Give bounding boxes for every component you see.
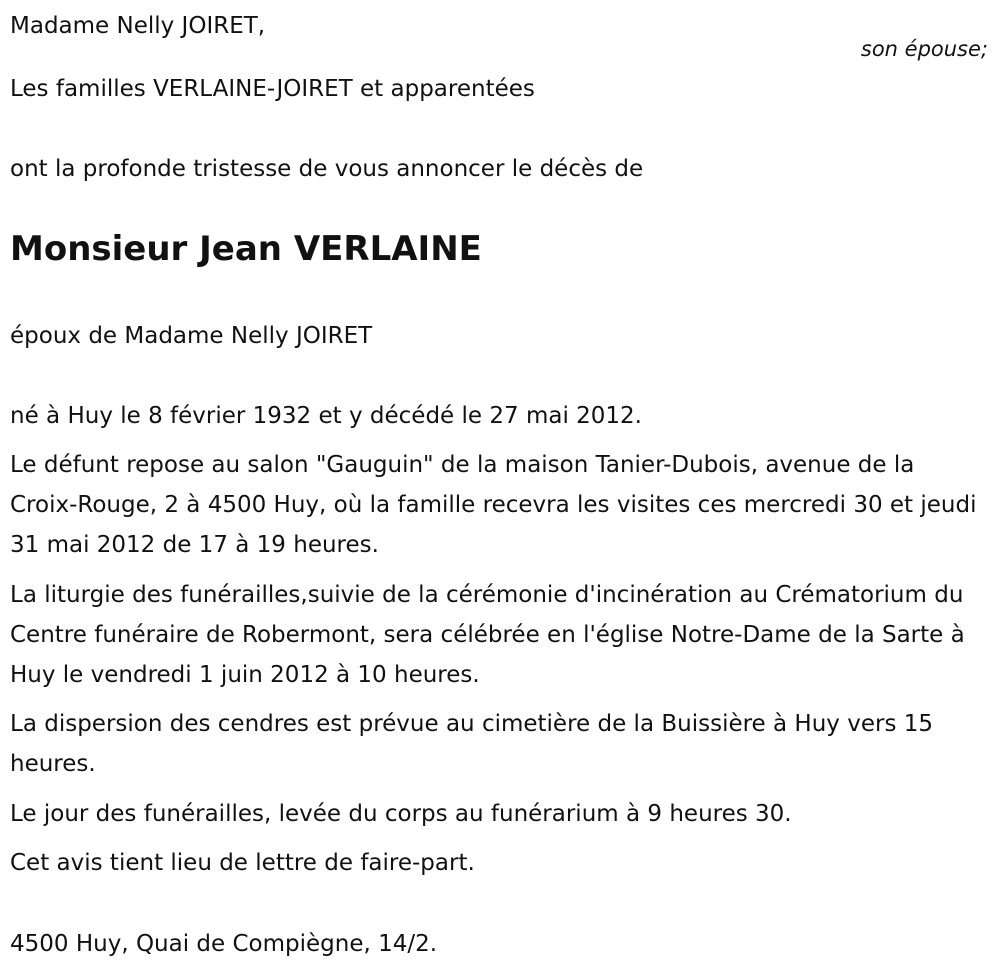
spouse-role: son épouse; <box>860 37 988 61</box>
deceased-relation: époux de Madame Nelly JOIRET <box>10 323 373 349</box>
liturgy-paragraph: La liturgie des funérailles,suivie de la cérémonie d'incinération au Crématorium du Centre funéraire de Robermont, sera célébrée en l'église Notre-Dame de la Sarte à Huy le vendredi 1 juin 2012 à 10 heures. <box>10 582 965 688</box>
announcement-line: ont la profonde tristesse de vous annoncer le décès de <box>10 156 644 182</box>
deceased-name: Monsieur Jean VERLAINE <box>10 229 482 269</box>
departure-line: Le jour des funérailles, levée du corps au funérarium à 9 heures 30. <box>10 801 792 827</box>
viewing-paragraph: Le défunt repose au salon "Gauguin" de la maison Tanier-Dubois, avenue de la Croix-Rouge, 2 à 4500 Huy, où la famille recevra les visites ces mercredi 30 et jeudi 31 mai 2012 de 17 à 19 heures. <box>10 452 977 558</box>
ashes-paragraph: La dispersion des cendres est prévue au cimetière de la Buissière à Huy vers 15 heures. <box>10 711 933 777</box>
spouse-name: Madame Nelly JOIRET, <box>10 13 266 39</box>
birth-death-line: né à Huy le 8 février 1932 et y décédé le 27 mai 2012. <box>10 403 642 429</box>
notice-line: Cet avis tient lieu de lettre de faire-part. <box>10 850 475 876</box>
address-line: 4500 Huy, Quai de Compiègne, 14/2. <box>10 931 438 957</box>
families-line: Les familles VERLAINE-JOIRET et apparentées <box>10 76 535 102</box>
